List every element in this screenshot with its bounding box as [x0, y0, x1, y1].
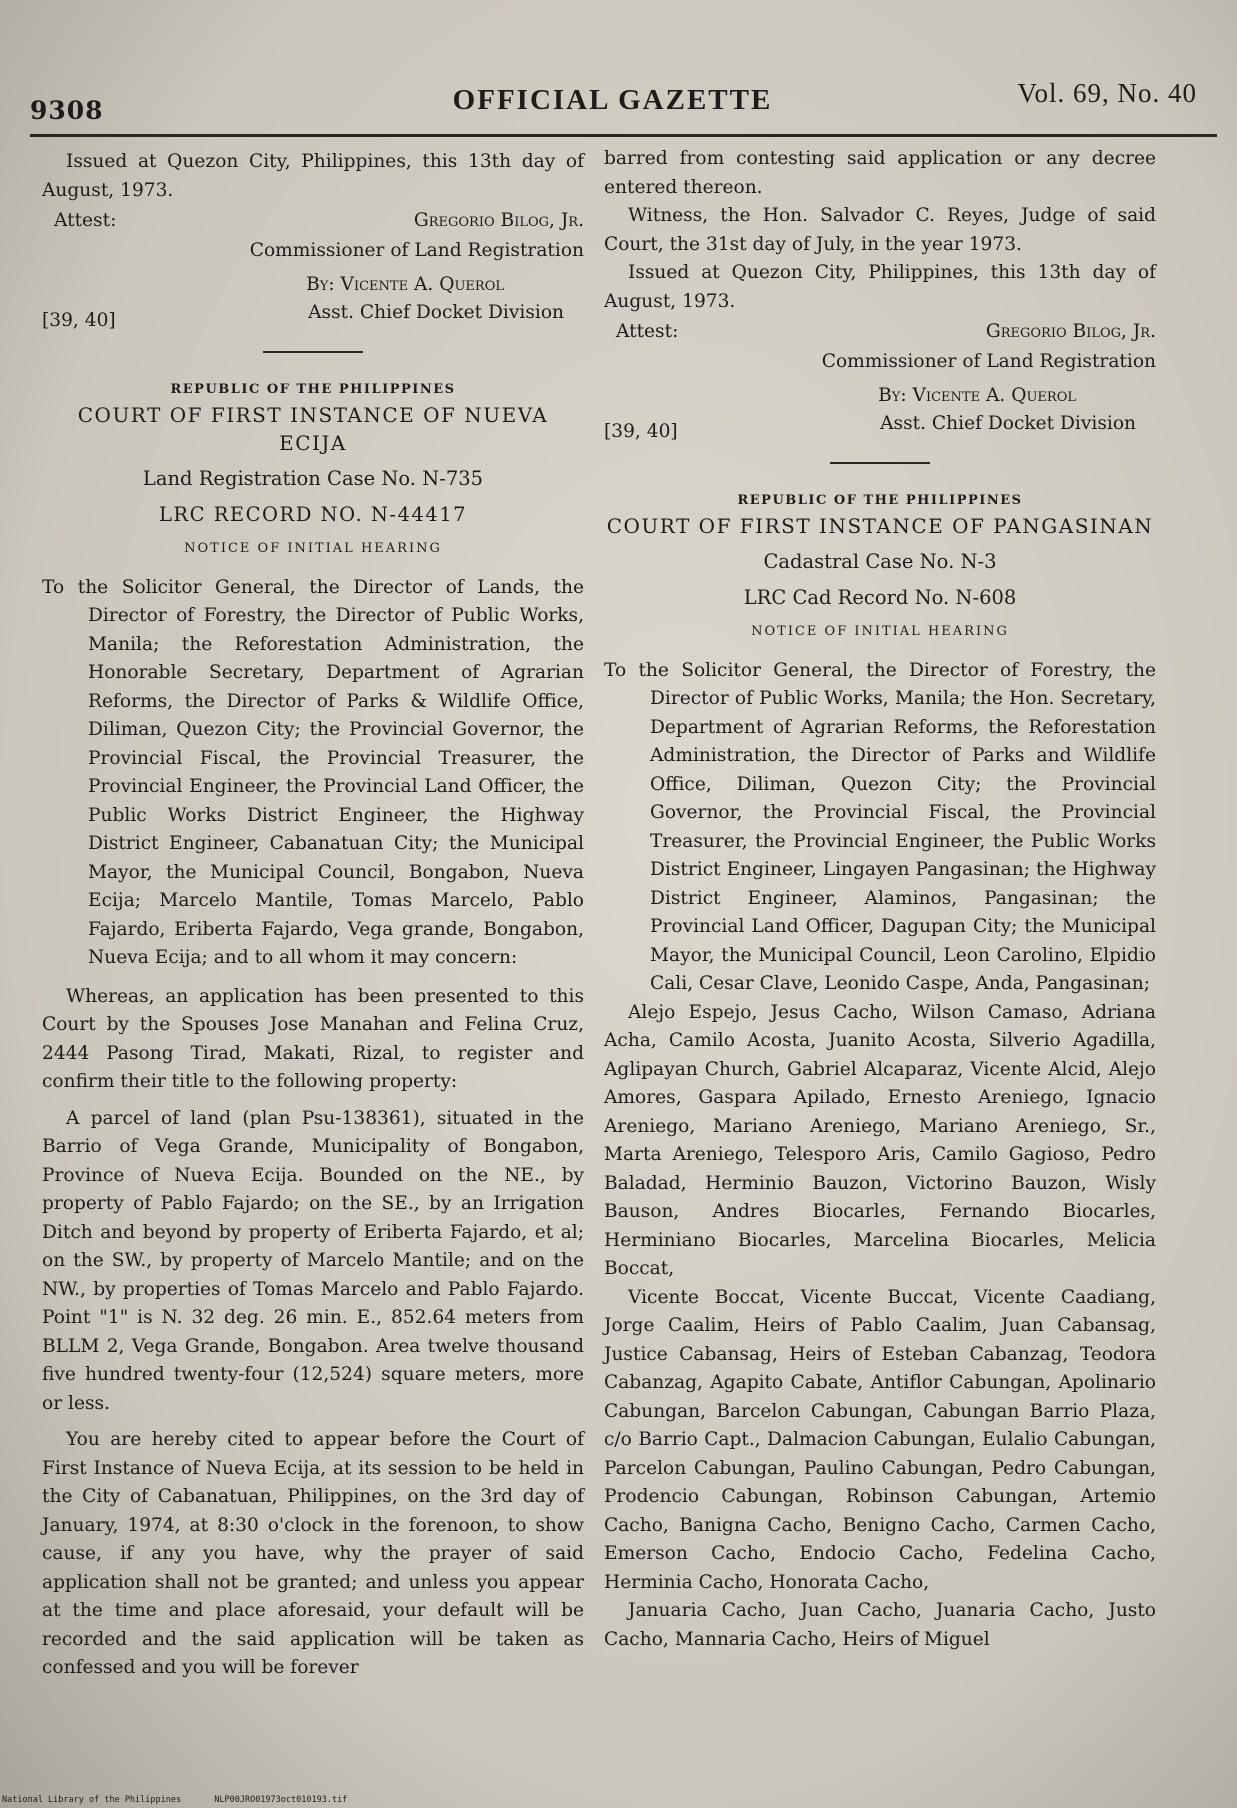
- page-header: [28, 78, 1197, 125]
- barred-paragraph: barred from contesting said application or any decree entered thereon.: [604, 148, 1156, 198]
- notice-heading: NOTICE OF INITIAL HEARING: [184, 541, 442, 556]
- case-number: Land Registration Case No. N-735: [142, 467, 484, 490]
- scan-footer: [2, 1795, 375, 1805]
- names-paragraph-3: Januaria Cacho, Juan Cacho, Juanaria Cacho, Justo Cacho, Mannaria Cacho, Heirs of Miguel: [604, 1600, 1156, 1650]
- addressees-paragraph-right: To the Solicitor General, the Director of Forestry, the Director of Public Works, Manila; the Hon. Secretary, Department of Agrarian Reforms, the Reforestation Administration, the Director of Parks and Wildlife Office, Diliman, Quezon City; the Provincial Governor, the Provincial Fiscal, the Provincial Treasurer, the Provincial Engineer, the Public Works District Engineer, Lingayen Pangasinan; the Highway District Engineer, Alaminos, Pangasinan; the Provincial Land Officer, Dagupan City; the Municipal Mayor, the Municipal Council, Leon Carolino, Elpidio Cali, Cesar Clave, Leonido Caspe, Anda, Pangasinan;: [604, 659, 1156, 994]
- publication-title: OFFICIAL GAZETTE: [452, 84, 773, 116]
- lrc-record: LRC RECORD NO. N-44417: [158, 503, 468, 526]
- signature-block: [42, 205, 584, 329]
- signatory-name-right: Gregorio Bilog, Jr.: [985, 321, 1156, 342]
- issue-reference: [39, 40]: [42, 310, 116, 331]
- header-rule: [30, 134, 1217, 137]
- whereas-paragraph: Whereas, an application has been presented to this Court by the Spouses Jose Manahan and Felina Cruz, 2444 Pasong Tirad, Makati, Rizal, to register and confirm their title to the following property:: [42, 985, 584, 1092]
- volume-number: Vol. 69, No. 40: [1017, 78, 1197, 108]
- issue-reference-right: [39, 40]: [604, 421, 678, 442]
- scan-filename: NLP00JRO01973oct010193.tif: [214, 1795, 348, 1805]
- attest-label: Attest:: [54, 210, 117, 231]
- by-title-right: Asst. Chief Docket Division: [880, 413, 1136, 434]
- addressees-paragraph: To the Solicitor General, the Director of Lands, the Director of Forestry, the Director of Public Works, Manila; the Reforestation Administration, the Honorable Secretary, Department of Agrarian Reforms, the Director of Parks & Wildlife Office, Diliman, Quezon City; the Provincial Governor, the Provincial Fiscal, the Provincial Treasurer, the Provincial Engineer, the Provincial Land Officer, the Public Works District Engineer, the Highway District Engineer, Cabanatuan City; the Municipal Mayor, the Municipal Council, Bongabon, Nueva Ecija; Marcelo Mantile, Tomas Marcelo, Pablo Fajardo, Eriberta Fajardo, Vega grande, Bongabon, Nueva Ecija; and to all whom it may concern:: [42, 576, 584, 968]
- republic-heading-right: REPUBLIC OF THE PHILIPPINES: [737, 493, 1023, 508]
- issued-paragraph-right: Issued at Quezon City, Philippines, this 13th day of August, 1973.: [604, 262, 1156, 312]
- page-number: 9308: [30, 96, 104, 125]
- by-title: Asst. Chief Docket Division: [308, 302, 564, 323]
- names-paragraph-2: Vicente Boccat, Vicente Buccat, Vicente Caadiang, Jorge Caalim, Heirs of Pablo Caalim, Juan Cabansag, Justice Cabansag, Heirs of Esteban Cabanzag, Teodora Cabanzag, Agapito Cabate, Antiflor Cabungan, Apolinario Cabungan, Barcelon Cabungan, Cabungan Barrio Plaza, c/o Barrio Capt., Dalmacion Cabungan, Eulalio Cabungan, Parcelon Cabungan, Paulino Cabungan, Pedro Cabungan, Prodencio Cabungan, Robinson Cabungan, Artemio Cacho, Banigna Cacho, Benigno Cacho, Carmen Cacho, Emerson Cacho, Endocio Cacho, Fedelina Cacho, Herminia Cacho, Honorata Cacho,: [604, 1286, 1156, 1593]
- library-credit: National Library of the Philippines: [2, 1795, 182, 1805]
- cited-paragraph: You are hereby cited to appear before the Court of First Instance of Nueva Ecija, at its session to be held in the City of Cabanatuan, Philippines, on the 3rd day of January, 1974, at 8:30 o'clock in the forenoon, to show cause, if any you have, why the prayer of said application shall not be granted; and unless you appear at the time and place aforesaid, your default will be recorded and the said application will be taken as confessed and you will be forever: [42, 1429, 584, 1678]
- section-divider-right: [830, 462, 930, 464]
- issued-paragraph: Issued at Quezon City, Philippines, this 13th day of August, 1973.: [42, 151, 584, 201]
- left-column: [42, 148, 584, 1683]
- by-line-right: By: Vicente A. Querol: [878, 385, 1076, 406]
- court-heading: COURT OF FIRST INSTANCE OF NUEVA ECIJA: [77, 403, 549, 455]
- republic-heading: REPUBLIC OF THE PHILIPPINES: [170, 382, 456, 397]
- notice-heading-right: NOTICE OF INITIAL HEARING: [751, 624, 1009, 639]
- lrc-record-right: LRC Cad Record No. N-608: [743, 586, 1017, 609]
- section-divider: [263, 351, 363, 353]
- signatory-title: Commissioner of Land Registration: [249, 240, 584, 261]
- signatory-name: Gregorio Bilog, Jr.: [413, 210, 584, 231]
- by-line: By: Vicente A. Querol: [306, 274, 504, 295]
- parcel-paragraph: A parcel of land (plan Psu-138361), situated in the Barrio of Vega Grande, Municipality of Bongabon, Province of Nueva Ecija. Bounded on the NE., by property of Pablo Fajardo; on the SE., by an Irrigation Ditch and beyond by property of Eriberta Fajardo, et al; on the SW., by property of Marcelo Mantile; and on the NW., by properties of Tomas Marcelo and Pablo Fajardo. Point "1" is N. 32 deg. 26 min. E., 852.64 meters from BLLM 2, Vega Grande, Bongabon. Area twelve thousand five hundred twenty-four (12,524) square meters, more or less.: [42, 1107, 584, 1414]
- signatory-title-right: Commissioner of Land Registration: [821, 351, 1156, 372]
- court-heading-right: COURT OF FIRST INSTANCE OF PANGASINAN: [606, 514, 1154, 538]
- signature-block-right: [604, 316, 1156, 440]
- attest-label-right: Attest:: [616, 321, 679, 342]
- witness-paragraph: Witness, the Hon. Salvador C. Reyes, Judge of said Court, the 31st day of July, in the year 1973.: [604, 205, 1156, 255]
- right-column: [604, 145, 1156, 1654]
- names-paragraph-1: Alejo Espejo, Jesus Cacho, Wilson Camaso, Adriana Acha, Camilo Acosta, Juanito Acosta, Silverio Agadilla, Aglipayan Church, Gabriel Alcaparaz, Vicente Alcid, Alejo Amores, Gaspara Apilado, Ernesto Areniego, Ignacio Areniego, Mariano Areniego, Mariano Areniego, Sr., Marta Areniego, Telesporo Aris, Camilo Gagioso, Pedro Baladad, Herminio Bauzon, Victorino Bauzon, Wisly Bauson, Andres Biocarles, Fernando Biocarles, Herminiano Biocarles, Marcelina Biocarles, Melicia Boccat,: [604, 1001, 1156, 1279]
- case-number-right: Cadastral Case No. N-3: [763, 550, 997, 573]
